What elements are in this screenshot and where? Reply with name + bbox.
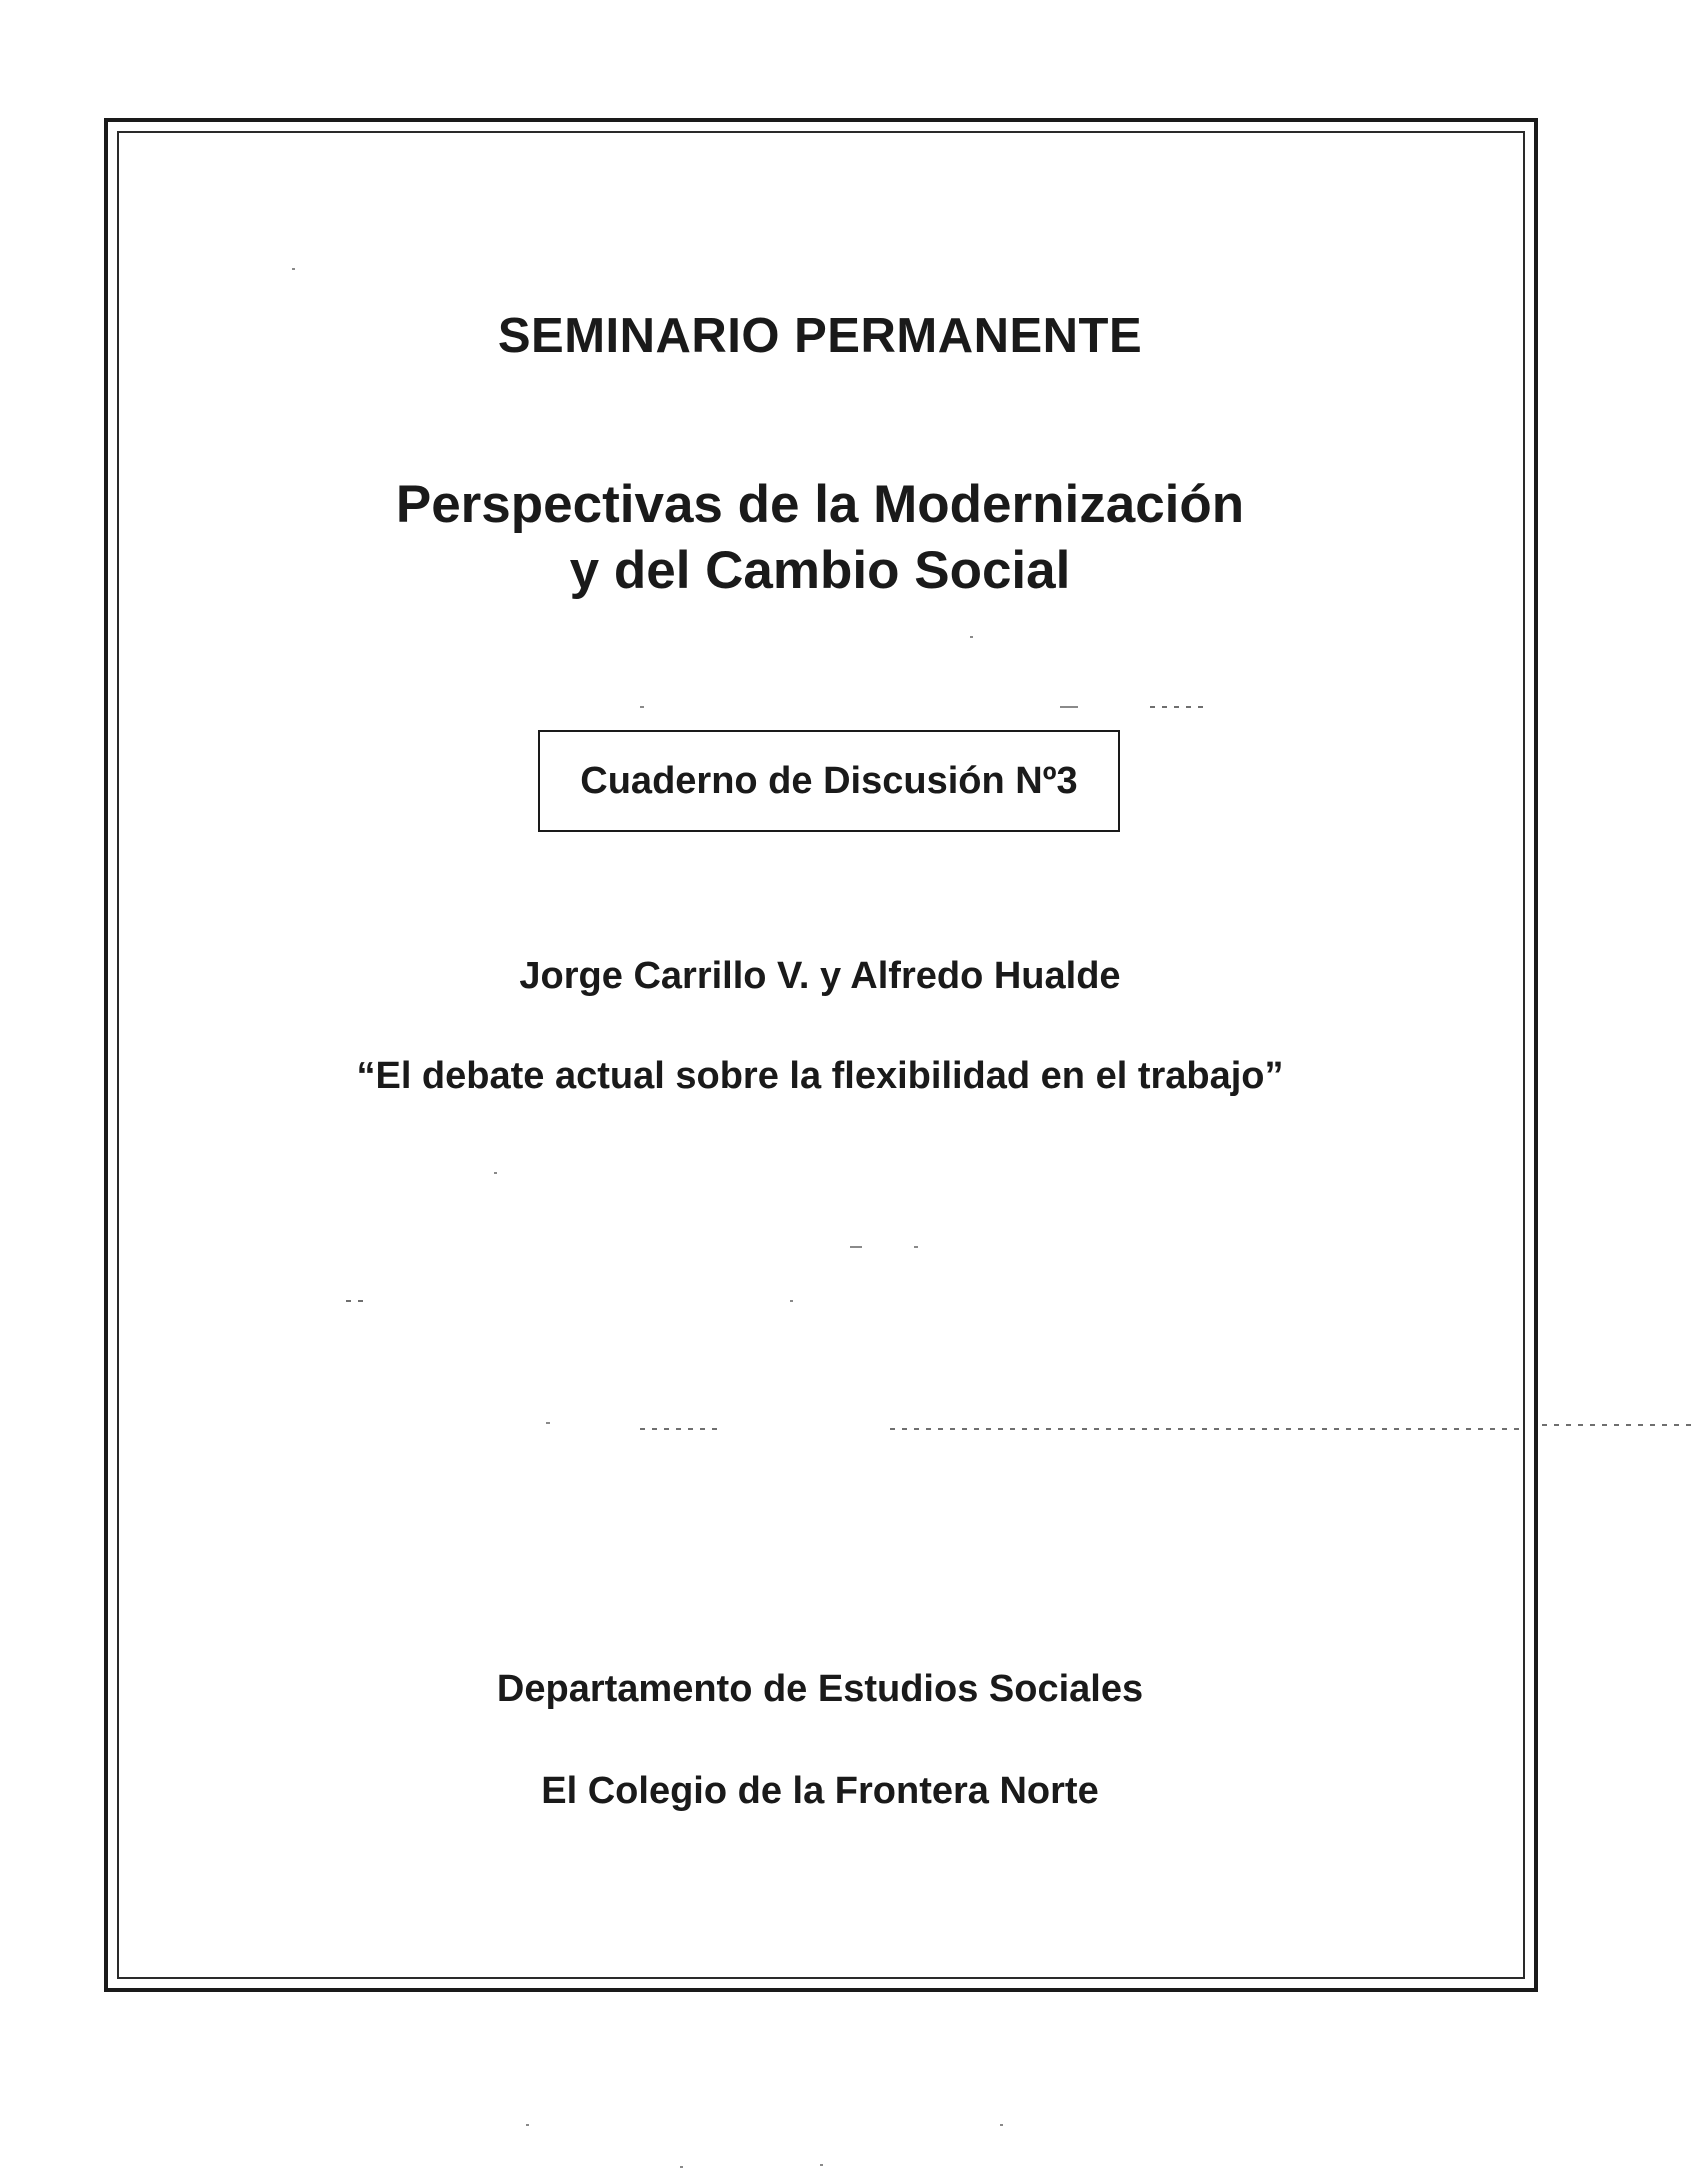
scan-speck [1060,706,1078,708]
series-number-box: Cuaderno de Discusión Nº3 [538,730,1120,832]
scan-speck [1000,2124,1003,2126]
scan-speck [526,2124,529,2126]
institution-name: El Colegio de la Frontera Norte [541,1770,1099,1812]
main-title-line-1: Perspectivas de la Modernización [395,475,1245,534]
scan-dotted-line [890,1428,1520,1430]
department-name: Departamento de Estudios Sociales [496,1668,1144,1710]
scan-speck [546,1422,550,1424]
authors-line: Jorge Carrillo V. y Alfredo Hualde [519,955,1121,997]
scan-speck [790,1300,793,1302]
scan-dotted-line [346,1300,368,1302]
paper-title: “El debate actual sobre la flexibilidad en el trabajo” [356,1055,1284,1097]
scan-speck [850,1246,862,1248]
scan-speck [292,268,295,270]
scan-speck [494,1172,497,1174]
scan-dotted-line [640,1428,720,1430]
scan-dotted-line [1542,1424,1692,1426]
seminar-title: SEMINARIO PERMANENTE [497,309,1143,363]
scan-speck [970,636,973,638]
scan-dotted-line [1150,706,1206,708]
scan-speck [640,706,644,708]
main-title [0,472,1640,604]
scan-speck [914,1246,918,1248]
main-title-line-2: y del Cambio Social [569,541,1071,600]
scan-speck [820,2164,823,2166]
